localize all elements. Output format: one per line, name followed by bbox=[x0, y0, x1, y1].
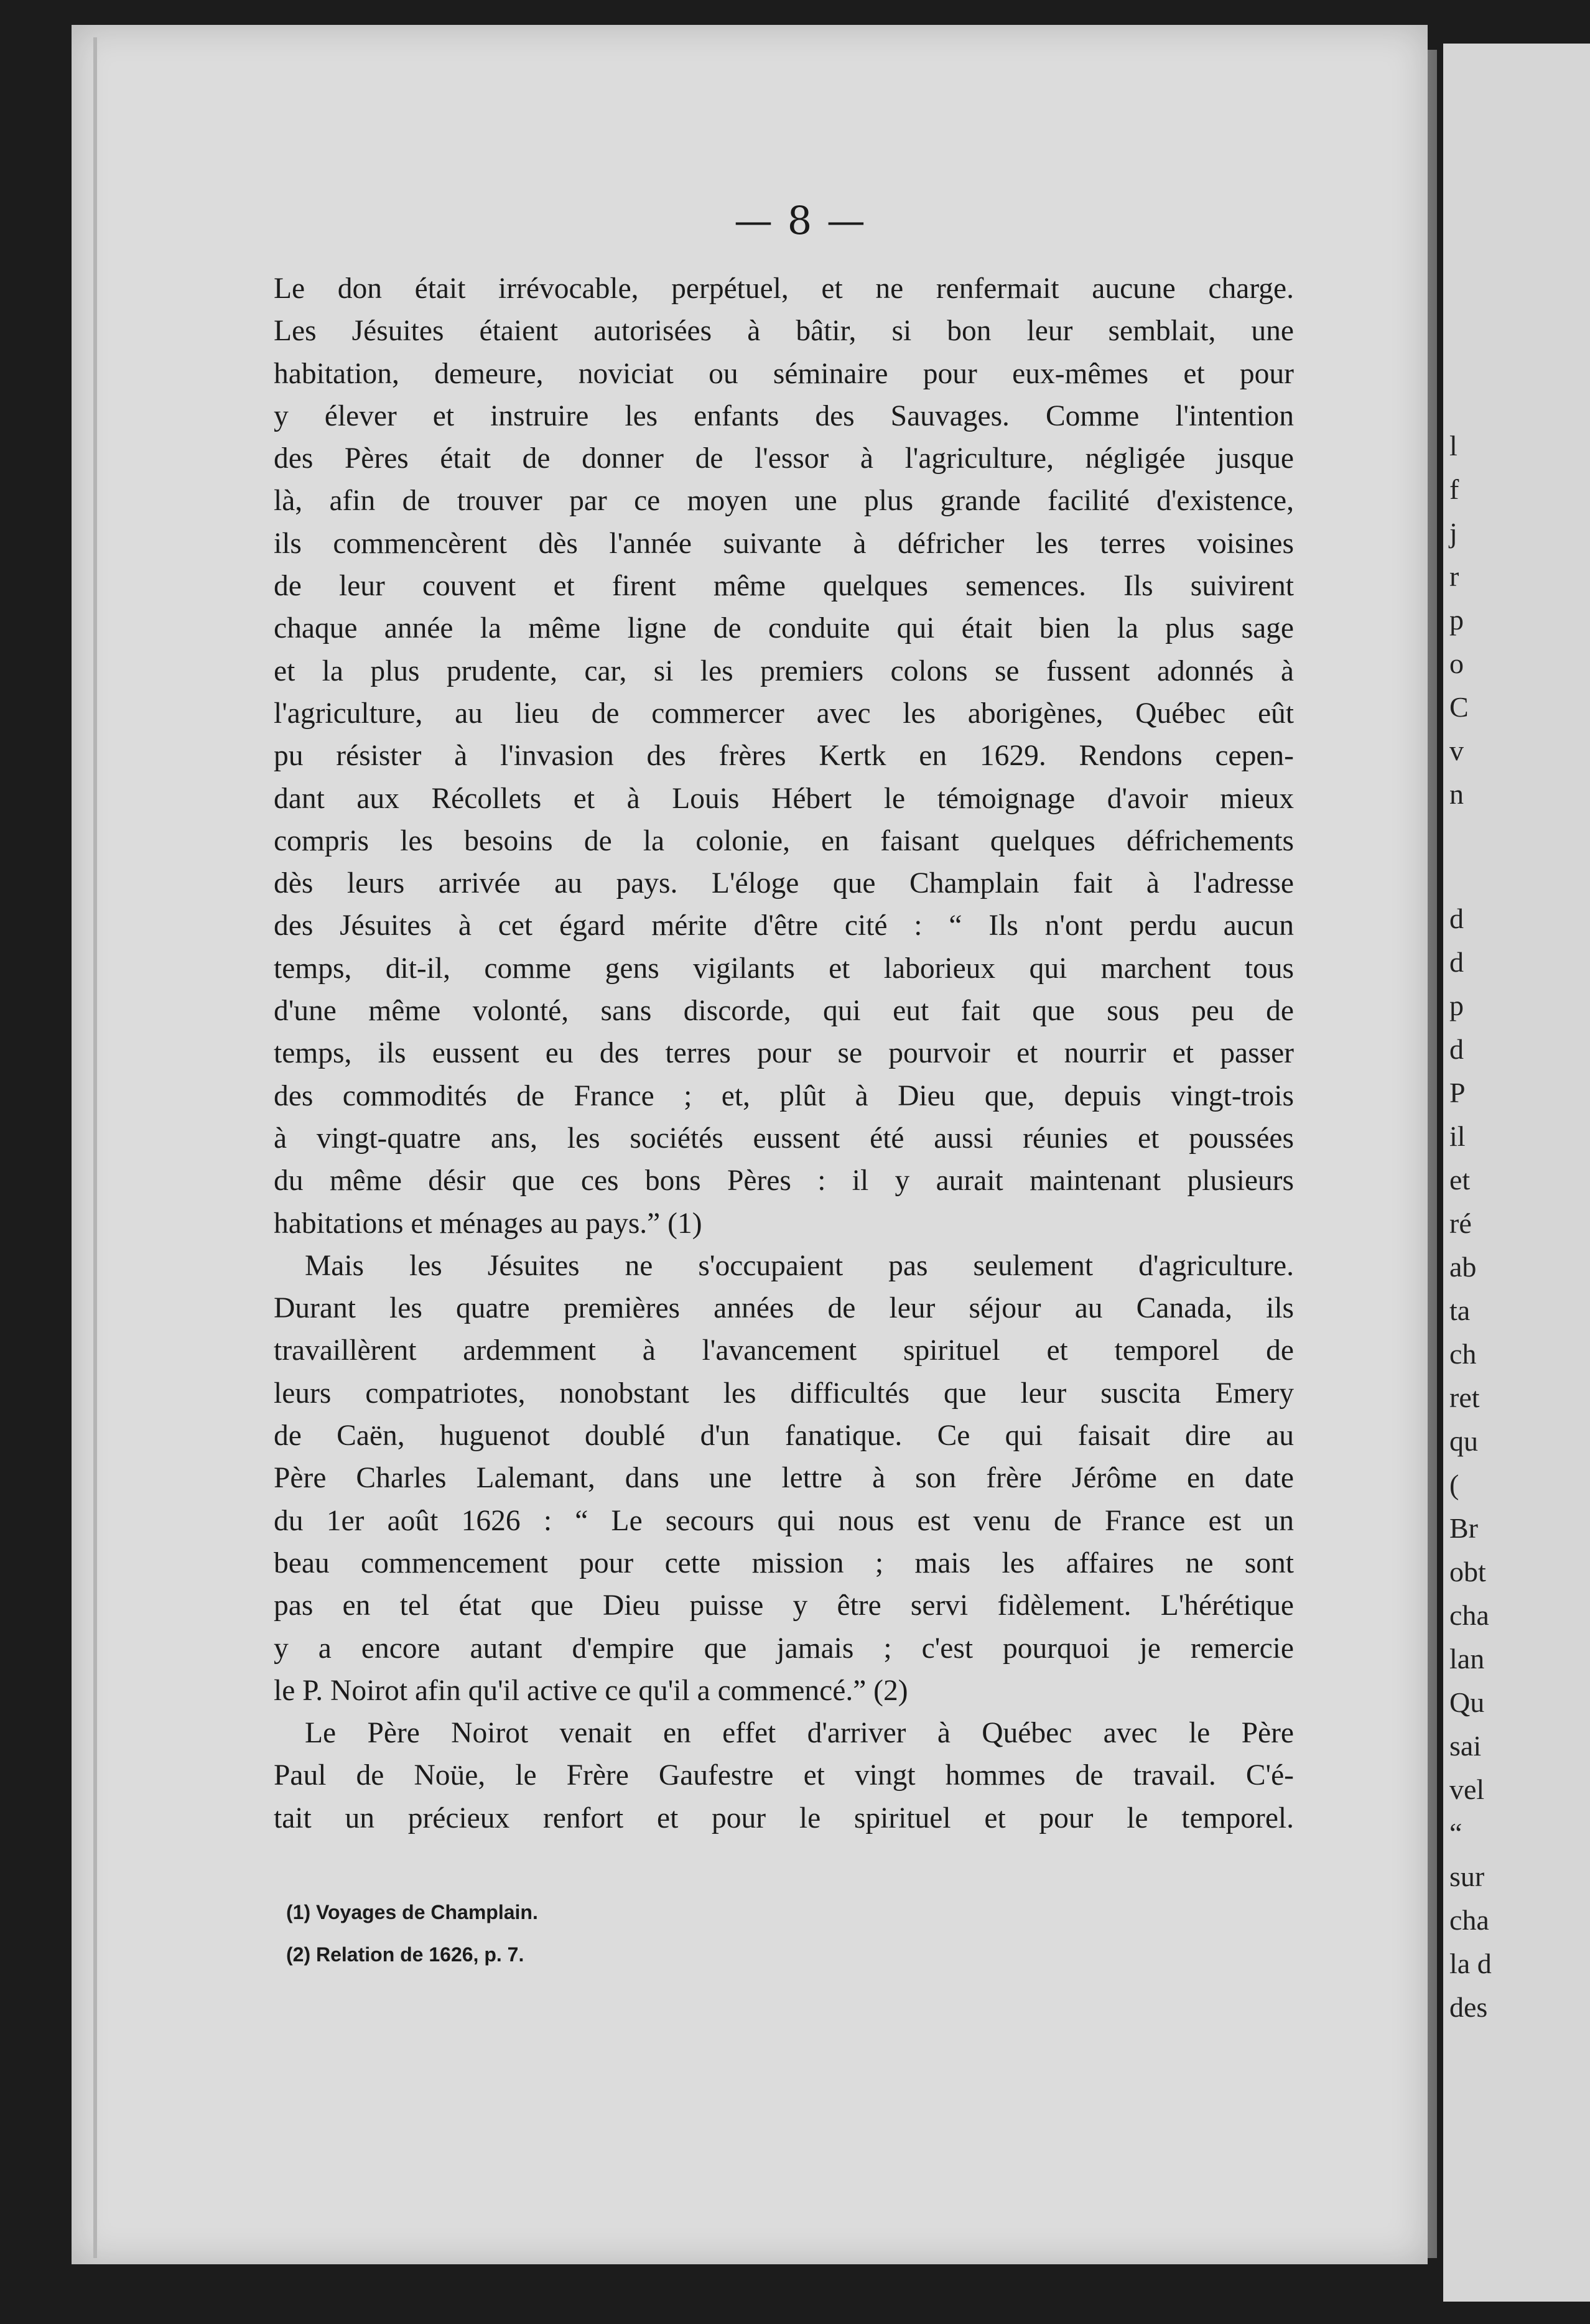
text-line: Le don était irrévocable, perpétuel, et ne renfermait aucune charge. bbox=[274, 272, 1294, 305]
text-line: travaillèrent ardemment à l'avancement spirituel et temporel de bbox=[274, 1334, 1294, 1367]
next-page-text: d bbox=[1449, 1033, 1464, 1065]
text-line: de leur couvent et firent même quelques semences. Ils suivirent bbox=[274, 570, 1294, 603]
text-line: pu résister à l'invasion des frères Kertk en 1629. Rendons cepen- bbox=[274, 740, 1294, 773]
text-line: d'une même volonté, sans discorde, qui eut fait que sous peu de bbox=[274, 995, 1294, 1028]
text-line: l'agriculture, au lieu de commercer avec les aborigènes, Québec eût bbox=[274, 697, 1294, 730]
binding-line bbox=[93, 37, 97, 2258]
footnote: (1) Voyages de Champlain. bbox=[286, 1901, 538, 1923]
next-page-text: ab bbox=[1449, 1251, 1477, 1283]
next-page-text: C bbox=[1449, 691, 1469, 723]
text-line: y élever et instruire les enfants des Sauvages. Comme l'intention bbox=[274, 399, 1294, 432]
next-page-text: des bbox=[1449, 1991, 1488, 2023]
text-line: Mais les Jésuites ne s'occupaient pas seulement d'agriculture. bbox=[305, 1249, 1294, 1282]
text-line: du même désir que ces bons Pères : il y aurait maintenant plusieurs bbox=[274, 1164, 1294, 1197]
text-line: du 1er août 1626 : “ Le secours qui nous est venu de France est un bbox=[274, 1504, 1294, 1537]
body-text bbox=[274, 267, 1294, 1839]
text-line: à vingt-quatre ans, les sociétés eussent été aussi réunies et poussées bbox=[274, 1122, 1294, 1155]
text-line: le P. Noirot afin qu'il active ce qu'il a commencé.” (2) bbox=[274, 1674, 908, 1707]
next-page-text: “ bbox=[1449, 1817, 1462, 1849]
next-page-text: r bbox=[1449, 560, 1459, 592]
next-page-text: vel bbox=[1449, 1773, 1485, 1805]
next-page-text: o bbox=[1449, 648, 1464, 679]
text-line: de Caën, huguenot doublé d'un fanatique. Ce qui faisait dire au bbox=[274, 1420, 1294, 1452]
text-line: temps, dit-il, comme gens vigilants et laborieux qui marchent tous bbox=[274, 952, 1294, 985]
text-line: des commodités de France ; et, plût à Dieu que, depuis vingt-trois bbox=[274, 1079, 1294, 1112]
text-line: tait un précieux renfort et pour le spirituel et pour le temporel. bbox=[274, 1801, 1294, 1834]
text-line: leurs compatriotes, nonobstant les difficultés que leur suscita Emery bbox=[274, 1377, 1294, 1410]
next-page-text: j bbox=[1449, 517, 1458, 549]
next-page-text: P bbox=[1449, 1077, 1466, 1109]
text-line: compris les besoins de la colonie, en faisant quelques défrichements bbox=[274, 824, 1294, 857]
next-page-text: Br bbox=[1449, 1512, 1478, 1544]
text-line: pas en tel état que Dieu puisse y être servi fidèlement. L'hérétique bbox=[274, 1589, 1294, 1622]
next-page-text: l bbox=[1449, 430, 1458, 462]
next-page-text: n bbox=[1449, 778, 1464, 810]
next-page-text: d bbox=[1449, 903, 1464, 934]
text-line: y a encore autant d'empire que jamais ; c'est pourquoi je remercie bbox=[274, 1632, 1294, 1665]
text-line: Père Charles Lalemant, dans une lettre à son frère Jérôme en date bbox=[274, 1462, 1294, 1495]
page-number: — 8 — bbox=[734, 198, 867, 243]
footnote: (2) Relation de 1626, p. 7. bbox=[286, 1943, 524, 1966]
next-page-text: qu bbox=[1449, 1425, 1478, 1457]
adjacent-page-fragment bbox=[1443, 44, 1590, 2302]
text-line: et la plus prudente, car, si les premiers colons se fussent adonnés à bbox=[274, 654, 1294, 687]
text-line: Paul de Noüe, le Frère Gaufestre et vingt hommes de travail. C'é- bbox=[274, 1759, 1294, 1792]
next-page-text: p bbox=[1449, 990, 1464, 1021]
next-page-text: d bbox=[1449, 946, 1464, 978]
next-page-text: p bbox=[1449, 604, 1464, 636]
next-page-text: ch bbox=[1449, 1338, 1477, 1370]
next-page-text: et bbox=[1449, 1164, 1471, 1196]
text-line: chaque année la même ligne de conduite qui était bien la plus sage bbox=[274, 612, 1294, 645]
text-line: Durant les quatre premières années de leur séjour au Canada, ils bbox=[274, 1292, 1294, 1325]
text-line: des Jésuites à cet égard mérite d'être cité : “ Ils n'ont perdu aucun bbox=[274, 909, 1294, 942]
next-page-text: ta bbox=[1449, 1294, 1471, 1326]
text-line: temps, ils eussent eu des terres pour se pourvoir et nourrir et passer bbox=[274, 1037, 1294, 1070]
text-line: des Pères était de donner de l'essor à l'agriculture, négligée jusque bbox=[274, 442, 1294, 475]
next-page-text: il bbox=[1449, 1120, 1466, 1152]
text-line: Le Père Noirot venait en effet d'arriver à Québec avec le Père bbox=[305, 1717, 1294, 1750]
next-page-text: v bbox=[1449, 735, 1464, 766]
next-page-text: ( bbox=[1449, 1469, 1459, 1500]
next-page-text: sur bbox=[1449, 1861, 1485, 1892]
next-page-text: ré bbox=[1449, 1207, 1472, 1239]
next-page-text: la d bbox=[1449, 1948, 1492, 1979]
next-page-text: cha bbox=[1449, 1904, 1489, 1936]
next-page-text: Qu bbox=[1449, 1686, 1485, 1718]
text-line: dès leurs arrivée au pays. L'éloge que Champlain fait à l'adresse bbox=[274, 867, 1294, 900]
next-page-text: f bbox=[1449, 473, 1459, 505]
next-page-text: sai bbox=[1449, 1730, 1482, 1762]
text-line: habitations et ménages au pays.” (1) bbox=[274, 1207, 702, 1240]
text-line: dant aux Récollets et à Louis Hébert le témoignage d'avoir mieux bbox=[274, 782, 1294, 815]
next-page-text: obt bbox=[1449, 1556, 1486, 1587]
text-line: beau commencement pour cette mission ; mais les affaires ne sont bbox=[274, 1546, 1294, 1579]
next-page-text: lan bbox=[1449, 1643, 1485, 1675]
text-line: ils commencèrent dès l'année suivante à défricher les terres voisines bbox=[274, 527, 1294, 560]
text-line: habitation, demeure, noviciat ou séminaire pour eux-mêmes et pour bbox=[274, 357, 1294, 390]
next-page-text: ret bbox=[1449, 1382, 1480, 1413]
text-line: là, afin de trouver par ce moyen une plus grande facilité d'existence, bbox=[274, 485, 1294, 518]
next-page-text: cha bbox=[1449, 1599, 1489, 1631]
text-line: Les Jésuites étaient autorisées à bâtir, si bon leur semblait, une bbox=[274, 315, 1294, 348]
footnotes bbox=[286, 1891, 538, 1976]
